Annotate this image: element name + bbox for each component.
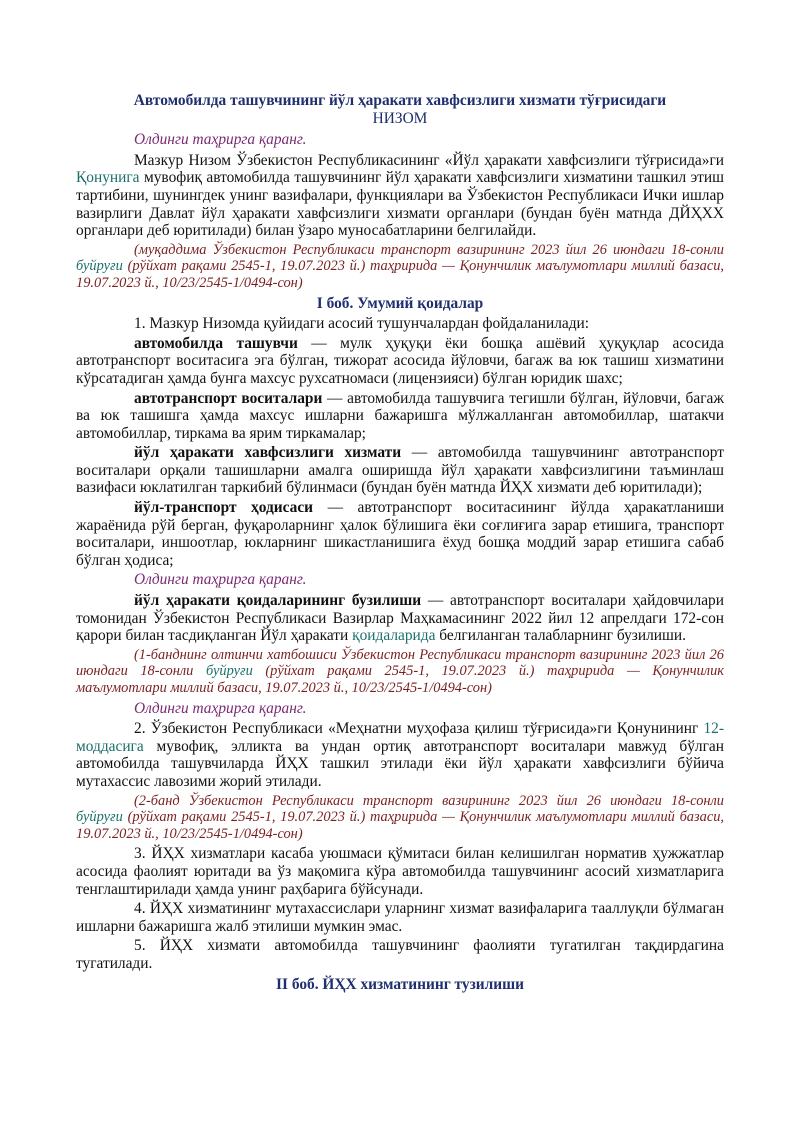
definition-term: автомобилда ташувчи	[134, 334, 298, 352]
previous-edition-link[interactable]: Олдинги таҳрирга қаранг.	[134, 571, 307, 589]
definition-safety-service: йўл ҳаракати хавфсизлиги хизмати — автомобилда ташувчининг автотранспорт воситалари орқали ташишларни амалга оширишда йўл ҳаракати хавфсизлигини таъминлаш вазифаси юклатилган таркибий бўлинмаси (бундан буён матнда ЙҲХ хизмати деб юритилади);	[76, 444, 724, 497]
order-link[interactable]: буйруғи	[205, 663, 253, 680]
definition-accident: йўл-транспорт ҳодисаси — автотранспорт воситасининг йўлда ҳаракатланиши жараёнида рўй берган, фуқароларнинг ҳалок бўлишига ёки соғлиғига зарар етишига, транспорт воситалари, иншоотлар, юкларнинг шикастланишига ёхуд бошқа моддий зарар етишига сабаб бўлган ҳодиса;	[76, 499, 724, 569]
document-page	[76, 92, 724, 996]
intro-paragraph: Мазкур Низом Ўзбекистон Республикасининг «Йўл ҳаракати хавфсизлиги тўғрисида»ги Қонунига мувофиқ автомобилда ташувчининг йўл ҳаракати хавфсизлиги хизматини ташкил этиш тартибини, шунингдек унинг вазифалари, функциялари ва Ўзбекистон Республикаси Ички ишлар вазирлиги Давлат йўл ҳаракати хавфсизлиги хизмати органлари (бундан буён матнда ДЙҲХХ органлари деб юритилади) билан ўзаро муносабатларини белгилайди.	[76, 151, 724, 240]
article-link[interactable]: 12-моддасига	[76, 720, 724, 755]
definition-term: йўл ҳаракати қоидаларининг бузилиши	[134, 592, 422, 610]
law-link[interactable]: Қонунига	[76, 169, 140, 187]
order-link[interactable]: буйруғи	[76, 258, 123, 275]
previous-edition-link[interactable]: Олдинги таҳрирга қаранг.	[134, 131, 307, 149]
intro-edition-note: (муқаддима Ўзбекистон Республикаси транспорт вазирининг 2023 йил 26 июндаги 18-сонли буйруғи (рўйхат рақами 2545-1, 19.07.2023 й.) таҳририда — Қонунчилик маълумотлари миллий базаси, 19.07.2023 й., 10/23/2545-1/0494-сон)	[76, 241, 724, 291]
definition-term: автотранспорт воситалари	[134, 389, 323, 407]
definition-term: йўл ҳаракати хавфсизлиги хизмати	[134, 444, 402, 462]
definition-term: йўл-транспорт ҳодисаси	[134, 499, 314, 517]
paragraph-3: 3. ЙҲХ хизматлари касаба уюшмаси қўмитаси билан келишилган норматив ҳужжатлар асосида фаолият юритади ва ўз мақомига кўра автомобилда ташувчининг асосий хизматларига тенглаштирилади ҳамда унинг раҳбарига бўйсунади.	[76, 845, 724, 898]
definition-rule-violation: йўл ҳаракати қоидаларининг бузилиши — автотранспорт воситалари ҳайдовчилари томонидан Ўзбекистон Республикаси Вазирлар Маҳкамасининг 2022 йил 12 апрелдаги 172-сон қарори билан тасдиқланган Йўл ҳаракати қоидаларида белгиланган талабларнинг бузилиши.	[76, 592, 724, 645]
chapter-1-heading: I боб. Умумий қоидалар	[316, 294, 484, 312]
paragraph-4: 4. ЙҲХ хизматининг мутахассислари уларнинг хизмат вазифаларига тааллуқли бўлмаган ишларни бажаришга жалб этилиши мумкин эмас.	[76, 900, 724, 935]
definition-carrier: автомобилда ташувчи — мулк ҳуқуқи ёки бошқа ашёвий ҳуқуқлар асосида автотранспорт воситасига эга бўлган, тижорат асосида йўловчи, багаж ва юк ташиш хизматини кўрсатадиган ҳамда бунга махсус рухсатномаси (лицензияси) бўлган юридик шахс;	[76, 334, 724, 387]
rules-link[interactable]: қоидаларида	[352, 627, 436, 645]
definition-edition-note: (1-банднинг олтинчи хатбошиси Ўзбекистон Республикаси транспорт вазирининг 2023 йил 26 июндаги 18-сонли буйруғи (рўйхат рақами 2545-1, 19.07.2023 й.) таҳририда — Қонунчилик маълумотлари миллий базаси, 19.07.2023 й., 10/23/2545-1/0494-сон)	[76, 646, 724, 696]
paragraph-2: 2. Ўзбекистон Республикаси «Меҳнатни муҳофаза қилиш тўғрисида»ги Қонунининг 12-моддасига мувофиқ, элликта ва ундан ортиқ автотранспорт воситалари мавжуд бўлган автомобилда ташувчиларда ЙҲХ ташкил этилади ёки йўл ҳаракати хавфсизлиги бўйича мутахассис лавозими жорий этилади.	[76, 720, 724, 790]
paragraph-1: 1. Мазкур Низомда қуйидаги асосий тушунчалардан фойдаланилади:	[134, 315, 590, 333]
paragraph-2-edition-note: (2-банд Ўзбекистон Республикаси транспорт вазирининг 2023 йил 26 июндаги 18-сонли буйруғи (рўйхат рақами 2545-1, 19.07.2023 й.) таҳририда — Қонунчилик маълумотлари миллий базаси, 19.07.2023 й., 10/23/2545-1/0494-сон)	[76, 792, 724, 842]
paragraph-5: 5. ЙҲХ хизмати автомобилда ташувчининг фаолияти тугатилган тақдирдагина тугатилади.	[76, 937, 724, 972]
previous-edition-link[interactable]: Олдинги таҳрирга қаранг.	[134, 699, 307, 717]
order-link[interactable]: буйруғи	[76, 809, 123, 826]
chapter-2-heading: II боб. ЙҲХ хизматининг тузилиши	[276, 975, 524, 993]
document-subtitle: НИЗОМ	[372, 109, 428, 127]
document-title: Автомобилда ташувчининг йўл ҳаракати хавфсизлиги хизмати тўғрисидаги	[133, 92, 667, 109]
definition-vehicles: автотранспорт воситалари — автомобилда ташувчига тегишли бўлган, йўловчи, багаж ва юк ташишга ҳамда махсус ишларни бажаришга мўлжалланган автомобиллар, шатакчи автомобиллар, тиркама ва ярим тиркамалар;	[76, 389, 724, 442]
